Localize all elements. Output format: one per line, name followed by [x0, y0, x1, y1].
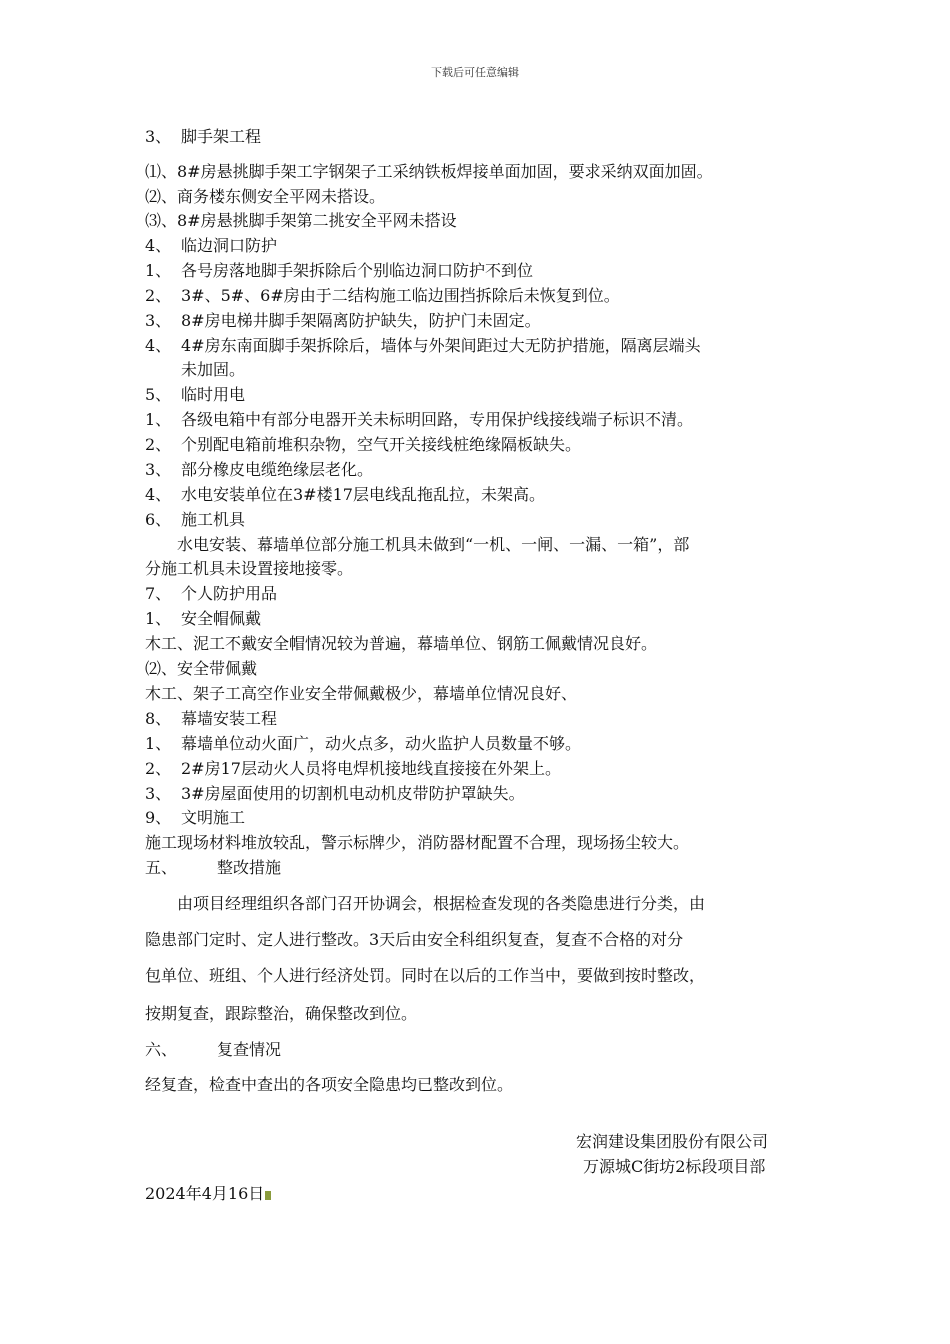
section-title: 幕墙安装工程: [181, 709, 278, 728]
list-item: [145, 784, 525, 804]
section-7-heading: [145, 584, 277, 604]
section-9-heading: [145, 808, 245, 828]
list-item: [145, 435, 581, 455]
item-text: 水电安装单位在3#楼17层电线乱拖乱拉，未架高。: [181, 485, 545, 504]
section-title: 整改措施: [217, 858, 282, 877]
list-item: ⑶、8#房悬挑脚手架第二挑安全平网未搭设: [145, 211, 457, 230]
list-item: ⑵、商务楼东侧安全平网未搭设。: [145, 187, 386, 206]
section-title: 施工机具: [181, 510, 246, 529]
item-number: 2、: [145, 286, 172, 305]
item-text: 8#房电梯井脚手架隔离防护缺失，防护门未固定。: [181, 311, 541, 330]
paragraph-line: 由项目经理组织各部门召开协调会，根据检查发现的各类隐患进行分类，由: [177, 894, 706, 913]
item-text: 部分橡皮电缆绝缘层老化。: [181, 460, 374, 479]
section-title: 复查情况: [217, 1040, 282, 1059]
item-text: 3#房屋面使用的切割机电动机皮带防护罩缺失。: [181, 784, 525, 803]
list-item: [145, 311, 541, 331]
list-item: [145, 460, 373, 480]
item-number: 1、: [145, 734, 172, 753]
list-item: [145, 261, 533, 281]
section-title: 临时用电: [181, 385, 246, 404]
section-title: 文明施工: [181, 808, 246, 827]
list-item: ⑴、8#房悬挑脚手架工字钢架子工采纳铁板焊接单面加固，要求采纳双面加固。: [145, 162, 713, 181]
item-number: 1、: [145, 609, 172, 628]
section-number: 六、: [145, 1040, 178, 1059]
cursor-marker-icon: [265, 1191, 271, 1200]
company-name: 宏润建设集团股份有限公司: [576, 1132, 769, 1151]
section-number: 7、: [145, 584, 172, 603]
item-number: 1、: [145, 261, 172, 280]
list-item: [145, 759, 561, 779]
section-title: 临边洞口防护: [181, 236, 278, 255]
sub-heading: ⑵、安全带佩戴: [145, 659, 258, 678]
list-item-continuation: 未加固。: [181, 360, 246, 379]
section-title: 个人防护用品: [181, 584, 278, 603]
section-5-heading: [145, 385, 245, 405]
item-number: 3、: [145, 311, 172, 330]
item-number: 2、: [145, 435, 172, 454]
section-4-heading: [145, 236, 277, 256]
project-department: 万源城C街坊2标段项目部: [583, 1157, 766, 1176]
item-number: 4、: [145, 485, 172, 504]
paragraph-line: 分施工机具未设置接地接零。: [145, 559, 354, 578]
item-text: 各号房落地脚手架拆除后个别临边洞口防护不到位: [181, 261, 534, 280]
list-item: [145, 734, 581, 754]
sub-heading: [145, 609, 261, 629]
item-text: 安全帽佩戴: [181, 609, 262, 628]
list-item: [145, 336, 701, 356]
item-number: 2、: [145, 759, 172, 778]
section-title: 脚手架工程: [181, 127, 262, 146]
section-number: 五、: [145, 858, 178, 877]
item-number: 3、: [145, 784, 172, 803]
item-text: 个别配电箱前堆积杂物，空气开关接线桩绝缘隔板缺失。: [181, 435, 582, 454]
item-text: 2#房17层动火人员将电焊机接地线直接接在外架上。: [181, 759, 561, 778]
section-number: 9、: [145, 808, 172, 827]
section-number: 3、: [145, 127, 172, 146]
page-header: 下载后可任意编辑: [431, 66, 519, 79]
item-text: 3#、5#、6#房由于二结构施工临边围挡拆除后未恢复到位。: [181, 286, 620, 305]
item-number: 3、: [145, 460, 172, 479]
section-number: 4、: [145, 236, 172, 255]
section-number: 6、: [145, 510, 172, 529]
list-item: [145, 410, 693, 430]
paragraph-line: 木工、架子工高空作业安全带佩戴极少，幕墙单位情况良好、: [145, 684, 578, 703]
section-3-heading: [145, 127, 261, 147]
paragraph-line: 水电安装、幕墙单位部分施工机具未做到“一机、一闸、一漏、一箱”，部: [177, 535, 690, 554]
date-line: [145, 1184, 271, 1204]
section-8-heading: [145, 709, 277, 729]
date: 2024年4月16日: [145, 1184, 265, 1203]
section-number: 8、: [145, 709, 172, 728]
paragraph-line: 木工、泥工不戴安全帽情况较为普遍，幕墙单位、钢筋工佩戴情况良好。: [145, 634, 658, 653]
paragraph-line: 隐患部门定时、定人进行整改。3天后由安全科组织复查，复查不合格的对分: [145, 930, 684, 949]
paragraph-line: 施工现场材料堆放较乱，警示标牌少，消防器材配置不合理，现场扬尘较大。: [145, 833, 690, 852]
section-number: 5、: [145, 385, 172, 404]
section-five-heading: [145, 858, 281, 878]
item-text: 4#房东南面脚手架拆除后，墙体与外架间距过大无防护措施，隔离层端头: [181, 336, 701, 355]
paragraph-line: 按期复查，跟踪整治，确保整改到位。: [145, 1004, 418, 1023]
section-six-heading: [145, 1040, 281, 1060]
item-number: 1、: [145, 410, 172, 429]
item-number: 4、: [145, 336, 172, 355]
list-item: [145, 485, 545, 505]
item-text: 各级电箱中有部分电器开关未标明回路，专用保护线接线端子标识不清。: [181, 410, 694, 429]
paragraph-line: 经复查，检查中查出的各项安全隐患均已整改到位。: [145, 1075, 514, 1094]
item-text: 幕墙单位动火面广，动火点多，动火监护人员数量不够。: [181, 734, 582, 753]
list-item: [145, 286, 620, 306]
section-6-heading: [145, 510, 245, 530]
paragraph-line: 包单位、班组、个人进行经济处罚。同时在以后的工作当中，要做到按时整改，: [145, 966, 706, 985]
